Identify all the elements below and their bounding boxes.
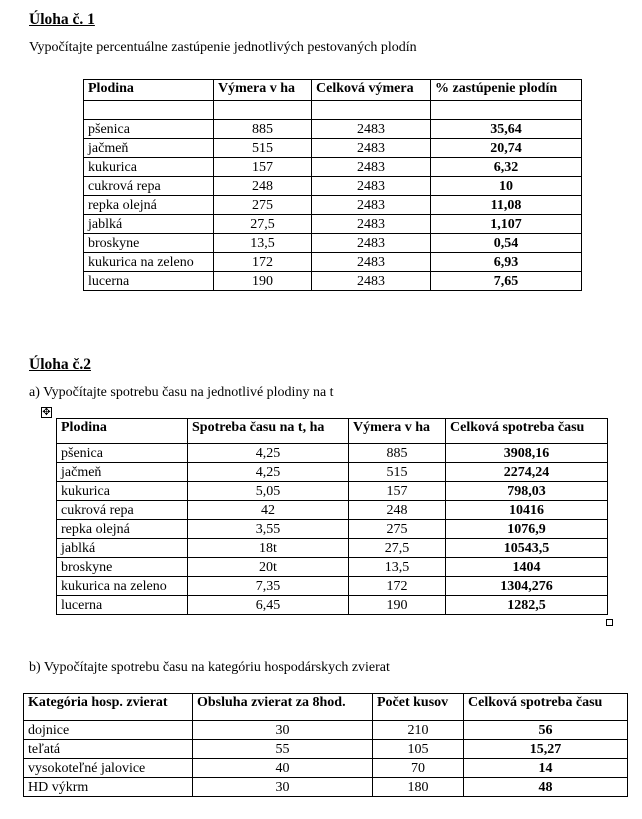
table-header-row <box>84 80 582 101</box>
value-cell: 2274,24 <box>446 463 608 482</box>
value-cell: 2483 <box>312 139 431 158</box>
row-label-cell: teľatá <box>24 740 193 759</box>
task1-table <box>83 79 582 291</box>
table-row <box>57 501 608 520</box>
value-cell: 190 <box>214 272 312 291</box>
value-cell: 157 <box>349 482 446 501</box>
column-header: Celková výmera <box>312 80 431 101</box>
value-cell: 1404 <box>446 558 608 577</box>
value-cell: 27,5 <box>349 539 446 558</box>
value-cell: 2483 <box>312 177 431 196</box>
table-row <box>57 539 608 558</box>
table-row <box>84 177 582 196</box>
value-cell: 248 <box>349 501 446 520</box>
row-label-cell: repka olejná <box>57 520 188 539</box>
table-row <box>84 272 582 291</box>
row-label-cell: HD výkrm <box>24 778 193 797</box>
value-cell: 13,5 <box>349 558 446 577</box>
value-cell: 6,93 <box>431 253 582 272</box>
value-cell: 48 <box>464 778 628 797</box>
value-cell: 1282,5 <box>446 596 608 615</box>
task2-heading: Úloha č.2 <box>29 356 91 373</box>
row-label-cell: repka olejná <box>84 196 214 215</box>
row-label-cell: vysokoteľné jalovice <box>24 759 193 778</box>
value-cell: 30 <box>193 721 373 740</box>
value-cell: 3,55 <box>188 520 349 539</box>
value-cell: 40 <box>193 759 373 778</box>
value-cell: 2483 <box>312 215 431 234</box>
column-header: Obsluha zvierat za 8hod. <box>193 694 373 721</box>
row-label-cell: jačmeň <box>57 463 188 482</box>
column-header: % zastúpenie plodín <box>431 80 582 101</box>
value-cell: 10 <box>431 177 582 196</box>
task1-heading: Úloha č. 1 <box>29 11 95 28</box>
value-cell: 172 <box>349 577 446 596</box>
task2-instruction-b: b) Vypočítajte spotrebu času na kategóriu hospodárskych zvierat <box>29 660 390 675</box>
value-cell: 3908,16 <box>446 444 608 463</box>
row-label-cell: kukurica <box>57 482 188 501</box>
column-header: Spotreba času na t, ha <box>188 419 349 444</box>
spacer-cell <box>431 101 582 120</box>
value-cell: 7,35 <box>188 577 349 596</box>
table-row <box>57 444 608 463</box>
value-cell: 2483 <box>312 196 431 215</box>
table-row <box>84 196 582 215</box>
table-row <box>24 759 628 778</box>
value-cell: 157 <box>214 158 312 177</box>
value-cell: 190 <box>349 596 446 615</box>
value-cell: 13,5 <box>214 234 312 253</box>
value-cell: 4,25 <box>188 444 349 463</box>
table-resize-handle[interactable] <box>606 619 613 626</box>
table-row <box>84 120 582 139</box>
table-row <box>84 215 582 234</box>
value-cell: 180 <box>373 778 464 797</box>
table-row <box>57 558 608 577</box>
value-cell: 30 <box>193 778 373 797</box>
row-label-cell: jablká <box>84 215 214 234</box>
value-cell: 1076,9 <box>446 520 608 539</box>
value-cell: 10416 <box>446 501 608 520</box>
row-label-cell: dojnice <box>24 721 193 740</box>
task2b-table <box>23 693 628 797</box>
table-row <box>84 139 582 158</box>
column-header: Plodina <box>84 80 214 101</box>
value-cell: 515 <box>349 463 446 482</box>
table-row <box>84 158 582 177</box>
table-row <box>57 520 608 539</box>
row-label-cell: lucerna <box>57 596 188 615</box>
value-cell: 2483 <box>312 158 431 177</box>
column-header: Počet kusov <box>373 694 464 721</box>
move-cross-icon[interactable]: ✥ <box>42 407 51 418</box>
value-cell: 6,45 <box>188 596 349 615</box>
value-cell: 515 <box>214 139 312 158</box>
table-row <box>24 778 628 797</box>
column-header: Celková spotreba času <box>446 419 608 444</box>
spacer-row <box>84 101 582 120</box>
value-cell: 2483 <box>312 253 431 272</box>
value-cell: 105 <box>373 740 464 759</box>
row-label-cell: lucerna <box>84 272 214 291</box>
row-label-cell: kukurica <box>84 158 214 177</box>
table-row <box>57 463 608 482</box>
value-cell: 798,03 <box>446 482 608 501</box>
value-cell: 10543,5 <box>446 539 608 558</box>
value-cell: 4,25 <box>188 463 349 482</box>
column-header: Plodina <box>57 419 188 444</box>
value-cell: 172 <box>214 253 312 272</box>
table-header-row <box>57 419 608 444</box>
value-cell: 2483 <box>312 120 431 139</box>
task1-instruction: Vypočítajte percentuálne zastúpenie jednotlivých pestovaných plodín <box>29 40 417 55</box>
value-cell: 0,54 <box>431 234 582 253</box>
value-cell: 2483 <box>312 234 431 253</box>
value-cell: 20t <box>188 558 349 577</box>
value-cell: 27,5 <box>214 215 312 234</box>
value-cell: 6,32 <box>431 158 582 177</box>
value-cell: 5,05 <box>188 482 349 501</box>
table-row <box>24 740 628 759</box>
value-cell: 1,107 <box>431 215 582 234</box>
column-header: Výmera v ha <box>349 419 446 444</box>
row-label-cell: jačmeň <box>84 139 214 158</box>
value-cell: 275 <box>349 520 446 539</box>
column-header: Kategória hosp. zvierat <box>24 694 193 721</box>
table-row <box>24 721 628 740</box>
table-row <box>84 253 582 272</box>
table-header-row <box>24 694 628 721</box>
row-label-cell: pšenica <box>84 120 214 139</box>
spacer-cell <box>312 101 431 120</box>
value-cell: 14 <box>464 759 628 778</box>
value-cell: 1304,276 <box>446 577 608 596</box>
task2-instruction-a: a) Vypočítajte spotrebu času na jednotlivé plodiny na t <box>29 385 334 400</box>
value-cell: 35,64 <box>431 120 582 139</box>
row-label-cell: broskyne <box>84 234 214 253</box>
table-row <box>84 234 582 253</box>
value-cell: 70 <box>373 759 464 778</box>
row-label-cell: kukurica na zeleno <box>84 253 214 272</box>
value-cell: 11,08 <box>431 196 582 215</box>
table-row <box>57 577 608 596</box>
value-cell: 18t <box>188 539 349 558</box>
value-cell: 20,74 <box>431 139 582 158</box>
row-label-cell: jablká <box>57 539 188 558</box>
table-row <box>57 482 608 501</box>
value-cell: 275 <box>214 196 312 215</box>
value-cell: 42 <box>188 501 349 520</box>
column-header: Celková spotreba času <box>464 694 628 721</box>
value-cell: 56 <box>464 721 628 740</box>
value-cell: 55 <box>193 740 373 759</box>
row-label-cell: cukrová repa <box>57 501 188 520</box>
task2a-table <box>56 418 608 615</box>
value-cell: 15,27 <box>464 740 628 759</box>
column-header: Výmera v ha <box>214 80 312 101</box>
spacer-cell <box>214 101 312 120</box>
value-cell: 885 <box>214 120 312 139</box>
value-cell: 248 <box>214 177 312 196</box>
spacer-cell <box>84 101 214 120</box>
value-cell: 2483 <box>312 272 431 291</box>
row-label-cell: kukurica na zeleno <box>57 577 188 596</box>
value-cell: 210 <box>373 721 464 740</box>
row-label-cell: broskyne <box>57 558 188 577</box>
value-cell: 7,65 <box>431 272 582 291</box>
value-cell: 885 <box>349 444 446 463</box>
table-row <box>57 596 608 615</box>
row-label-cell: pšenica <box>57 444 188 463</box>
row-label-cell: cukrová repa <box>84 177 214 196</box>
